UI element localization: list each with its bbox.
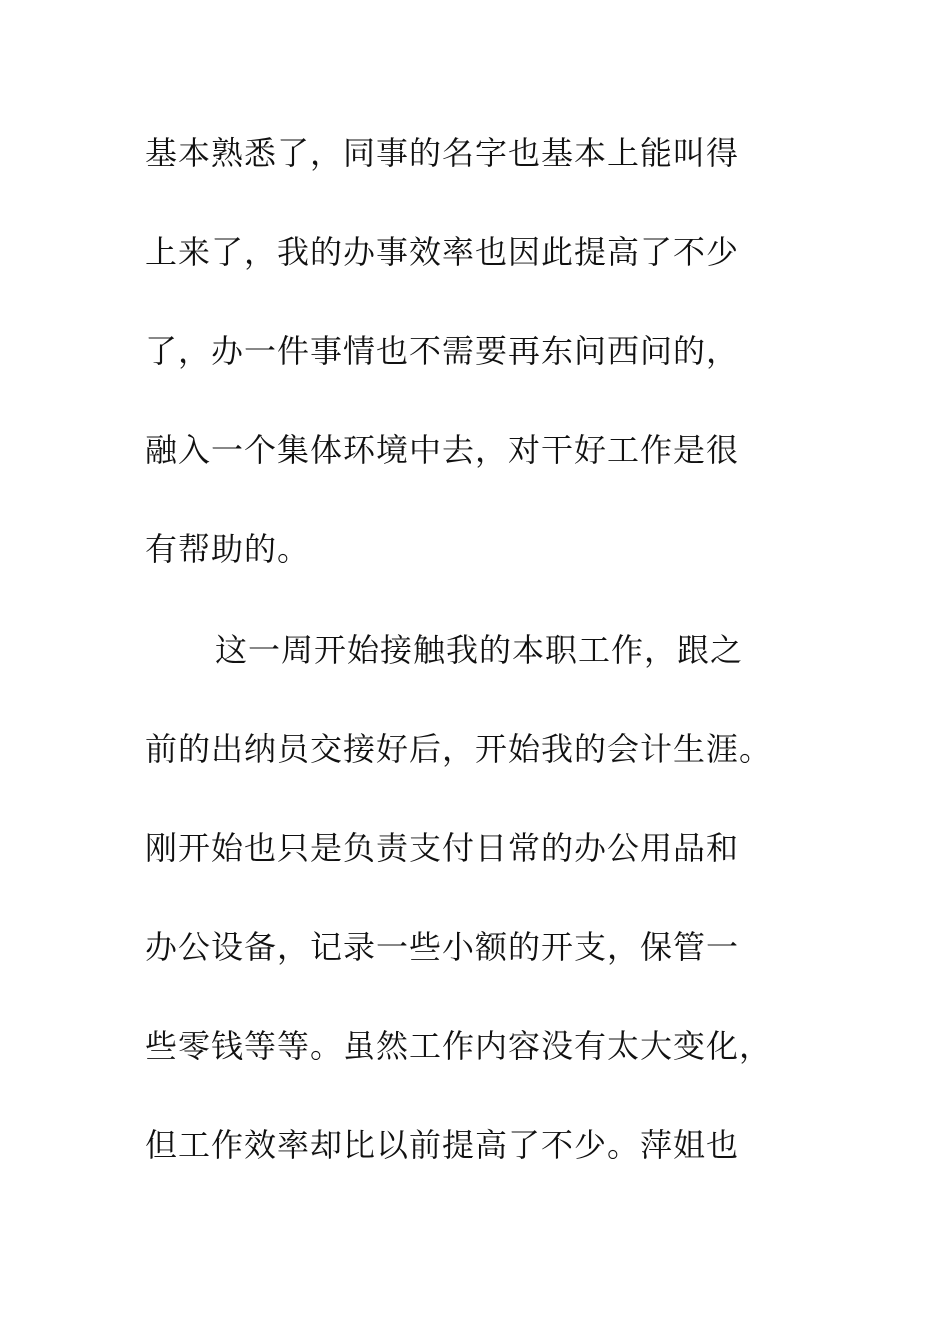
text-line: 前的出纳员交接好后，开始我的会计生涯。 [145, 730, 773, 768]
text-line: 刚开始也只是负责支付日常的办公用品和 [145, 829, 740, 867]
text-line: 些零钱等等。虽然工作内容没有太大变化， [145, 1027, 773, 1065]
text-line: 有帮助的。 [145, 530, 311, 568]
text-line: 了，办一件事情也不需要再东问西问的， [145, 332, 740, 370]
text-line: 上来了，我的办事效率也因此提高了不少 [145, 233, 740, 271]
text-line: 基本熟悉了，同事的名字也基本上能叫得 [145, 134, 740, 172]
text-line: 但工作效率却比以前提高了不少。萍姐也 [145, 1126, 740, 1164]
paragraph-first-line: 这一周开始接触我的本职工作，跟之 [215, 631, 744, 669]
text-line: 办公设备，记录一些小额的开支，保管一 [145, 928, 740, 966]
text-line: 融入一个集体环境中去，对干好工作是很 [145, 431, 740, 469]
